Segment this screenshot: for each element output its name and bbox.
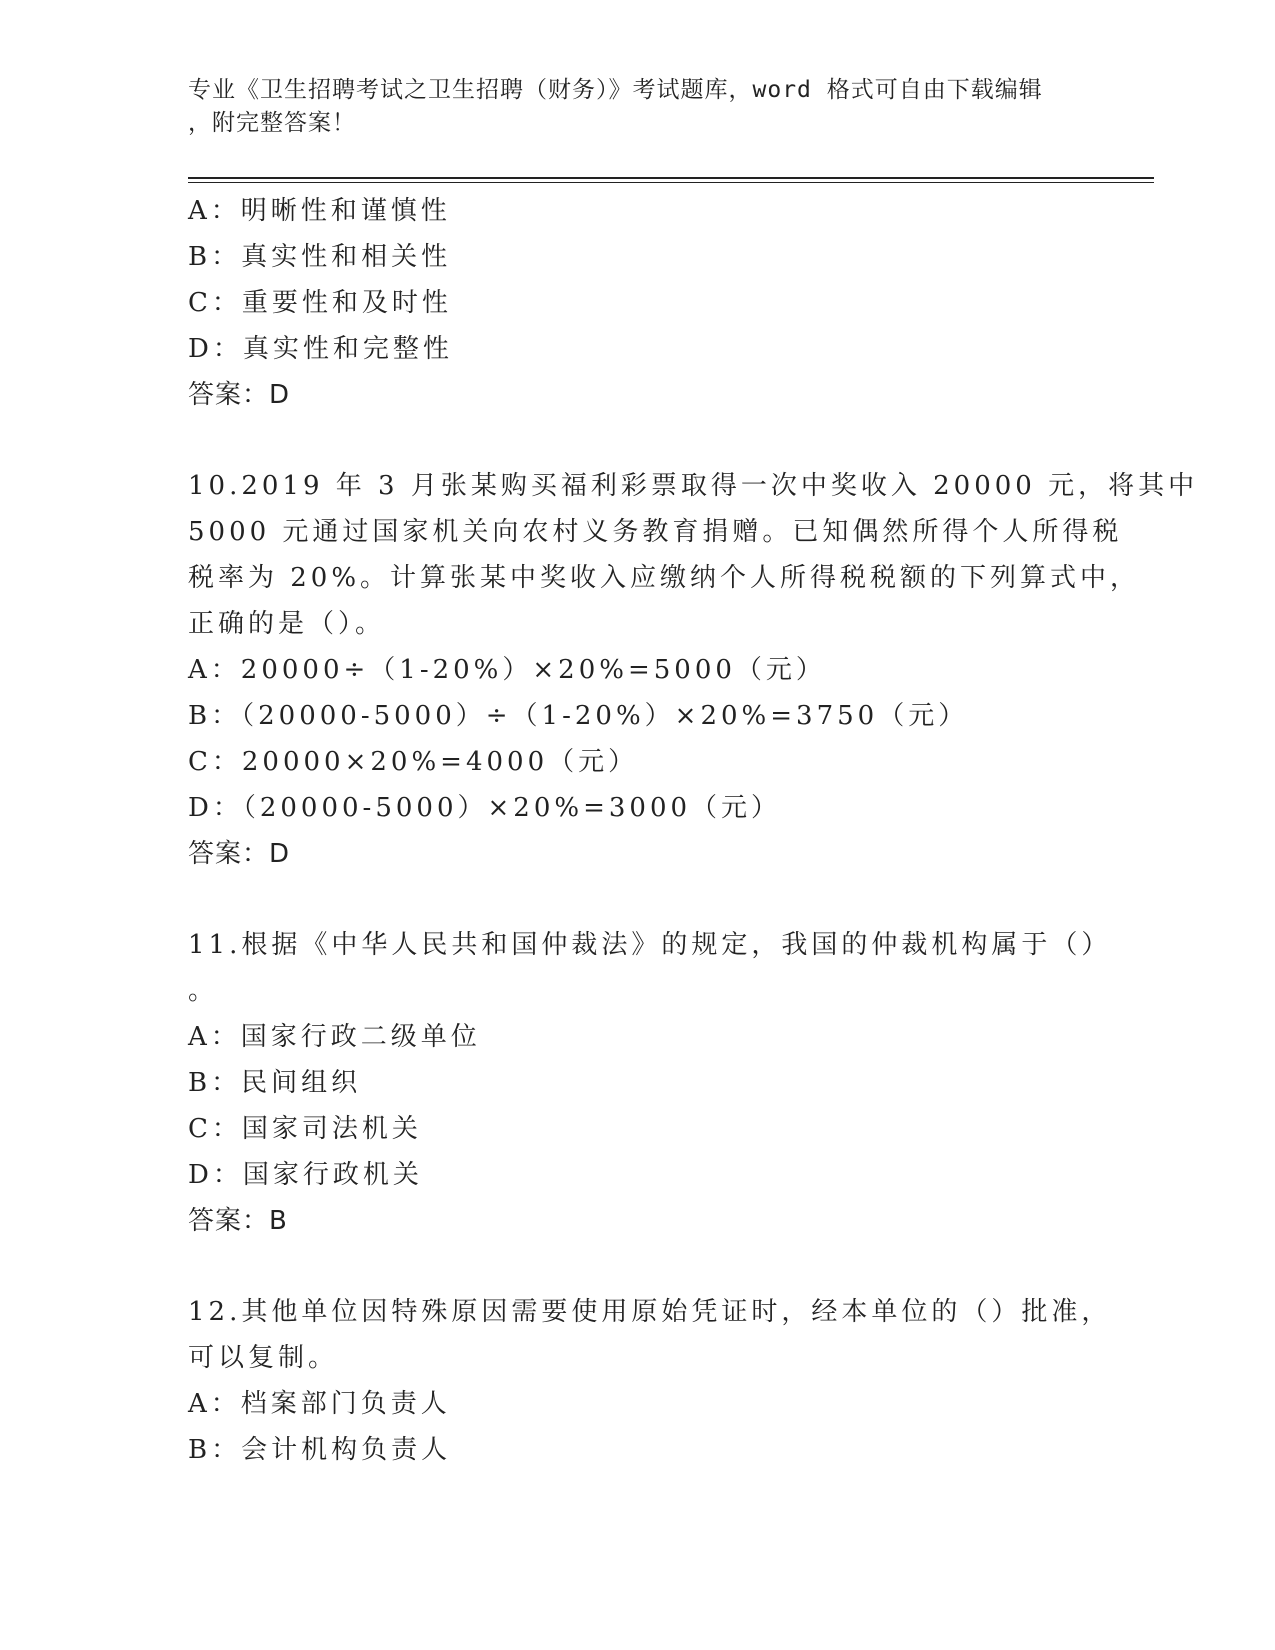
header-divider-thin bbox=[188, 182, 1154, 183]
question-stem-line: 可以复制。 bbox=[188, 1343, 339, 1373]
answer-line: 答案：D bbox=[188, 380, 291, 410]
question-10 bbox=[188, 463, 1199, 877]
question-12 bbox=[188, 1289, 1112, 1473]
question-list bbox=[188, 188, 1199, 1473]
option-c: C：20000×20%=4000（元） bbox=[188, 747, 639, 777]
header-line-1: 专业《卫生招聘考试之卫生招聘（财务）》考试题库，word 格式可自由下载编辑 bbox=[188, 77, 1043, 103]
option-b: B：（20000-5000）÷（1-20%）×20%=3750（元） bbox=[188, 701, 969, 731]
option-b: B：真实性和相关性 bbox=[188, 242, 452, 272]
option-a: A：20000÷（1-20%）×20%=5000（元） bbox=[188, 655, 826, 685]
question-stem-line: 5000 元通过国家机关向农村义务教育捐赠。已知偶然所得个人所得税 bbox=[188, 517, 1123, 547]
question-11 bbox=[188, 922, 1112, 1244]
question-stem-line: 12.其他单位因特殊原因需要使用原始凭证时，经本单位的（）批准， bbox=[188, 1297, 1112, 1327]
header-divider-thick bbox=[188, 177, 1154, 179]
option-a: A：档案部门负责人 bbox=[188, 1389, 451, 1419]
spacer bbox=[188, 418, 1088, 463]
answer-line: 答案：D bbox=[188, 839, 291, 869]
answer-line: 答案：B bbox=[188, 1206, 288, 1236]
option-d: D：真实性和完整性 bbox=[188, 334, 453, 364]
question-stem-line: 税率为 20%。计算张某中奖收入应缴纳个人所得税税额的下列算式中， bbox=[188, 563, 1141, 593]
option-d: D：国家行政机关 bbox=[188, 1160, 423, 1190]
question-stem-line: 11.根据《中华人民共和国仲裁法》的规定，我国的仲裁机构属于（） bbox=[188, 930, 1112, 960]
question-9 bbox=[188, 188, 1088, 418]
option-c: C：国家司法机关 bbox=[188, 1114, 422, 1144]
option-c: C：重要性和及时性 bbox=[188, 288, 452, 318]
spacer bbox=[188, 1244, 1088, 1289]
document-header bbox=[188, 74, 1088, 140]
header-line-2: ，附完整答案！ bbox=[188, 110, 356, 136]
question-stem-line: 10.2019 年 3 月张某购买福利彩票取得一次中奖收入 20000 元，将其中 bbox=[188, 471, 1199, 501]
question-stem-line: 。 bbox=[188, 976, 219, 1006]
option-a: A：明晰性和谨慎性 bbox=[188, 196, 451, 226]
question-stem-line: 正确的是（）。 bbox=[188, 609, 386, 639]
option-a: A：国家行政二级单位 bbox=[188, 1022, 481, 1052]
option-b: B：民间组织 bbox=[188, 1068, 362, 1098]
option-d: D：（20000-5000）×20%=3000（元） bbox=[188, 793, 782, 823]
option-b: B：会计机构负责人 bbox=[188, 1435, 452, 1465]
spacer bbox=[188, 877, 1088, 922]
